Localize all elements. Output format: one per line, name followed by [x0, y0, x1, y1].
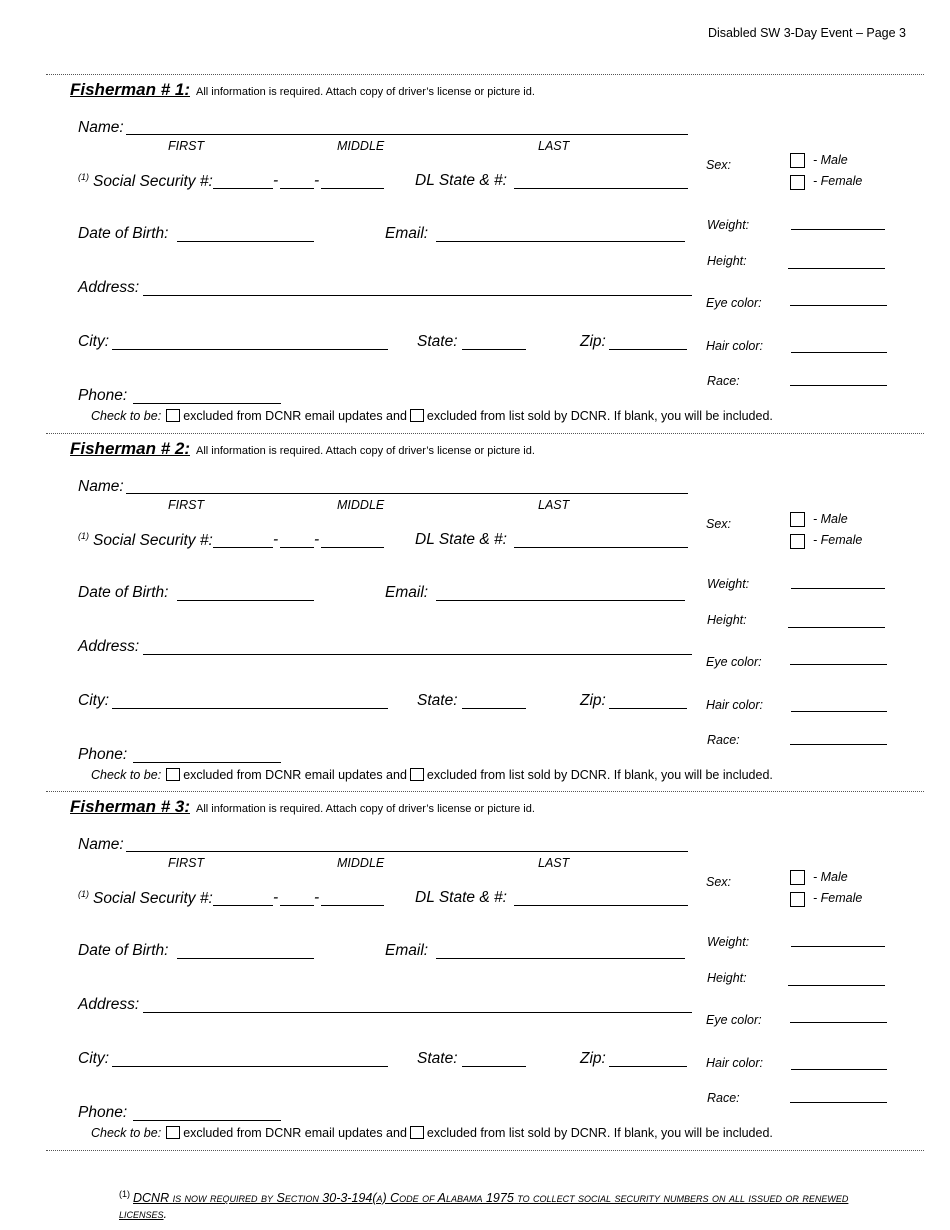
hair-color-field[interactable] — [791, 352, 887, 353]
ssn-footnote-marker: (1) — [78, 889, 89, 899]
male-checkbox[interactable] — [790, 512, 805, 527]
fisherman-title-row — [70, 797, 535, 817]
list-optout-label: excluded from list sold by DCNR. If blank, you will be included. — [426, 409, 773, 423]
male-label: - Male — [813, 512, 848, 526]
race-label: Race: — [707, 1091, 740, 1105]
fisherman-section — [0, 76, 950, 434]
dl-label: DL State & #: — [415, 889, 507, 906]
fisherman-instructions: All information is required. Attach copy of driver’s license or picture id. — [196, 803, 535, 815]
city-label: City: — [78, 333, 109, 350]
footnote — [119, 1186, 859, 1222]
dob-label: Date of Birth: — [78, 584, 169, 601]
ssn-label: Social Security #: — [93, 173, 213, 191]
zip-field[interactable] — [609, 1066, 687, 1067]
weight-field[interactable] — [791, 229, 885, 230]
zip-label: Zip: — [580, 333, 606, 350]
name-last-caption: LAST — [538, 856, 570, 870]
weight-field[interactable] — [791, 946, 885, 947]
dob-field[interactable] — [177, 600, 314, 601]
ssn-label-row — [78, 172, 213, 191]
email-field[interactable] — [436, 241, 685, 242]
phone-field[interactable] — [133, 403, 281, 404]
sex-label: Sex: — [706, 158, 732, 172]
fisherman-title-row — [70, 80, 535, 100]
email-field[interactable] — [436, 958, 685, 959]
ssn-label-row — [78, 531, 213, 550]
weight-field[interactable] — [791, 588, 885, 589]
name-field[interactable] — [126, 493, 688, 494]
sex-label: Sex: — [706, 875, 732, 889]
name-label: Name: — [78, 478, 124, 495]
list-optout-checkbox[interactable] — [410, 1126, 424, 1139]
name-middle-caption: MIDDLE — [337, 139, 385, 153]
phone-label: Phone: — [78, 387, 128, 404]
female-label: - Female — [813, 891, 863, 905]
ssn-footnote-marker: (1) — [78, 531, 89, 541]
page-header: Disabled SW 3-Day Event – Page 3 — [707, 26, 906, 40]
weight-label: Weight: — [707, 218, 750, 232]
ssn-label-row — [78, 889, 213, 908]
email-optout-checkbox[interactable] — [166, 409, 180, 422]
ssn-part2-field[interactable] — [280, 188, 314, 189]
ssn-separator: - — [314, 172, 320, 189]
hair-color-label: Hair color: — [706, 1056, 763, 1070]
ssn-separator: - — [273, 889, 279, 906]
hair-color-field[interactable] — [791, 1069, 887, 1070]
name-first-caption: FIRST — [168, 498, 205, 512]
eye-color-label: Eye color: — [706, 655, 762, 669]
city-label: City: — [78, 692, 109, 709]
name-label: Name: — [78, 119, 124, 136]
address-field[interactable] — [143, 295, 692, 296]
race-field[interactable] — [790, 1102, 887, 1103]
ssn-separator: - — [273, 172, 279, 189]
hair-color-label: Hair color: — [706, 698, 763, 712]
address-label: Address: — [78, 638, 140, 655]
ssn-part3-field[interactable] — [321, 547, 384, 548]
sex-label: Sex: — [706, 517, 732, 531]
race-field[interactable] — [790, 385, 887, 386]
ssn-part2-field[interactable] — [280, 905, 314, 906]
dob-field[interactable] — [177, 958, 314, 959]
name-first-caption: FIRST — [168, 856, 205, 870]
name-field[interactable] — [126, 134, 688, 135]
zip-field[interactable] — [609, 349, 687, 350]
eye-color-label: Eye color: — [706, 296, 762, 310]
phone-label: Phone: — [78, 1104, 128, 1121]
ssn-separator: - — [314, 889, 320, 906]
fisherman-title: Fisherman # 2: — [70, 439, 190, 458]
ssn-label: Social Security #: — [93, 532, 213, 550]
email-optout-label: excluded from DCNR email updates and — [183, 768, 407, 782]
ssn-label: Social Security #: — [93, 890, 213, 908]
ssn-footnote-marker: (1) — [78, 172, 89, 182]
fisherman-instructions: All information is required. Attach copy of driver’s license or picture id. — [196, 86, 535, 98]
female-checkbox[interactable] — [790, 175, 805, 190]
female-checkbox[interactable] — [790, 534, 805, 549]
dl-field[interactable] — [514, 905, 688, 906]
hair-color-field[interactable] — [791, 711, 887, 712]
email-label: Email: — [385, 584, 429, 601]
dl-field[interactable] — [514, 547, 688, 548]
dob-label: Date of Birth: — [78, 225, 169, 242]
fisherman-section — [0, 793, 950, 1151]
state-field[interactable] — [462, 349, 526, 350]
optout-row — [91, 1126, 773, 1140]
eye-color-label: Eye color: — [706, 1013, 762, 1027]
dob-field[interactable] — [177, 241, 314, 242]
height-field[interactable] — [788, 268, 885, 269]
address-label: Address: — [78, 996, 140, 1013]
height-label: Height: — [707, 254, 747, 268]
dl-label: DL State & #: — [415, 172, 507, 189]
race-field[interactable] — [790, 744, 887, 745]
name-last-caption: LAST — [538, 498, 570, 512]
email-label: Email: — [385, 225, 429, 242]
optout-row — [91, 409, 773, 423]
phone-label: Phone: — [78, 746, 128, 763]
email-optout-checkbox[interactable] — [166, 768, 180, 781]
footnote-text: DCNR is now required by Section 30-3-194(a) Code of Alabama 1975 to collect social security numbers on all issued or renewed licenses — [119, 1191, 849, 1222]
address-field[interactable] — [143, 654, 692, 655]
name-label: Name: — [78, 836, 124, 853]
name-last-caption: LAST — [538, 139, 570, 153]
name-field[interactable] — [126, 851, 688, 852]
male-label: - Male — [813, 870, 848, 884]
fisherman-title-row — [70, 439, 535, 459]
email-optout-label: excluded from DCNR email updates and — [183, 409, 407, 423]
phone-field[interactable] — [133, 1120, 281, 1121]
height-field[interactable] — [788, 627, 885, 628]
dl-label: DL State & #: — [415, 531, 507, 548]
city-field[interactable] — [112, 1066, 388, 1067]
male-label: - Male — [813, 153, 848, 167]
zip-label: Zip: — [580, 1050, 606, 1067]
fisherman-title: Fisherman # 1: — [70, 80, 190, 99]
optout-row — [91, 768, 773, 782]
list-optout-label: excluded from list sold by DCNR. If blank, you will be included. — [426, 1126, 773, 1140]
fisherman-title: Fisherman # 3: — [70, 797, 190, 816]
dl-field[interactable] — [514, 188, 688, 189]
ssn-separator: - — [314, 531, 320, 548]
ssn-separator: - — [273, 531, 279, 548]
ssn-part2-field[interactable] — [280, 547, 314, 548]
height-label: Height: — [707, 613, 747, 627]
height-field[interactable] — [788, 985, 885, 986]
ssn-part1-field[interactable] — [213, 188, 273, 189]
state-field[interactable] — [462, 1066, 526, 1067]
eye-color-field[interactable] — [790, 1022, 887, 1023]
weight-label: Weight: — [707, 935, 750, 949]
list-optout-checkbox[interactable] — [410, 409, 424, 422]
check-to-be-label: Check to be: — [91, 1126, 162, 1140]
female-checkbox[interactable] — [790, 892, 805, 907]
eye-color-field[interactable] — [790, 305, 887, 306]
phone-field[interactable] — [133, 762, 281, 763]
eye-color-field[interactable] — [790, 664, 887, 665]
dob-label: Date of Birth: — [78, 942, 169, 959]
ssn-part3-field[interactable] — [321, 905, 384, 906]
state-label: State: — [417, 1050, 458, 1067]
section-divider — [46, 74, 924, 75]
list-optout-checkbox[interactable] — [410, 768, 424, 781]
hair-color-label: Hair color: — [706, 339, 763, 353]
ssn-part3-field[interactable] — [321, 188, 384, 189]
state-label: State: — [417, 333, 458, 350]
email-field[interactable] — [436, 600, 685, 601]
female-label: - Female — [813, 174, 863, 188]
address-label: Address: — [78, 279, 140, 296]
fisherman-instructions: All information is required. Attach copy of driver’s license or picture id. — [196, 445, 535, 457]
city-label: City: — [78, 1050, 109, 1067]
list-optout-label: excluded from list sold by DCNR. If blank, you will be included. — [426, 768, 773, 782]
state-field[interactable] — [462, 708, 526, 709]
male-checkbox[interactable] — [790, 153, 805, 168]
weight-label: Weight: — [707, 577, 750, 591]
city-field[interactable] — [112, 349, 388, 350]
ssn-part1-field[interactable] — [213, 547, 273, 548]
name-middle-caption: MIDDLE — [337, 498, 385, 512]
race-label: Race: — [707, 733, 740, 747]
name-middle-caption: MIDDLE — [337, 856, 385, 870]
footnote-marker: (1) — [119, 1189, 130, 1199]
check-to-be-label: Check to be: — [91, 768, 162, 782]
male-checkbox[interactable] — [790, 870, 805, 885]
height-label: Height: — [707, 971, 747, 985]
city-field[interactable] — [112, 708, 388, 709]
state-label: State: — [417, 692, 458, 709]
ssn-part1-field[interactable] — [213, 905, 273, 906]
email-optout-checkbox[interactable] — [166, 1126, 180, 1139]
check-to-be-label: Check to be: — [91, 409, 162, 423]
email-optout-label: excluded from DCNR email updates and — [183, 1126, 407, 1140]
footnote-end: . — [163, 1207, 168, 1222]
address-field[interactable] — [143, 1012, 692, 1013]
race-label: Race: — [707, 374, 740, 388]
fisherman-section — [0, 435, 950, 793]
zip-field[interactable] — [609, 708, 687, 709]
zip-label: Zip: — [580, 692, 606, 709]
email-label: Email: — [385, 942, 429, 959]
name-first-caption: FIRST — [168, 139, 205, 153]
female-label: - Female — [813, 533, 863, 547]
